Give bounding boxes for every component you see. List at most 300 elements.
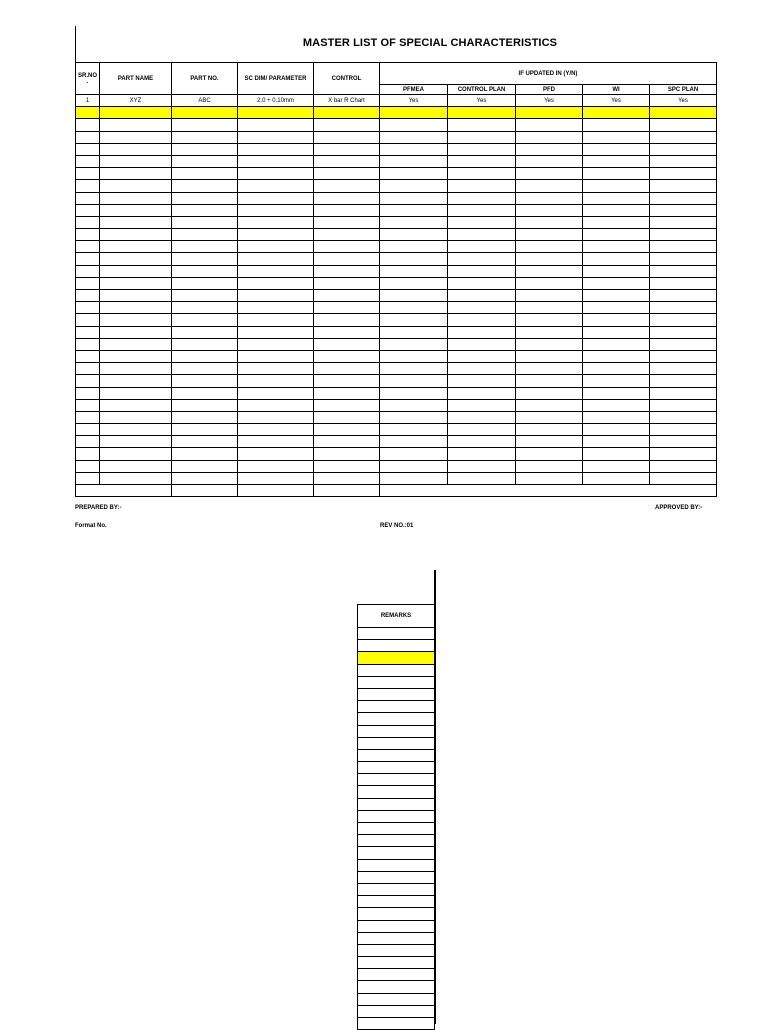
remarks-table <box>357 604 435 1030</box>
empty-cell <box>172 192 238 204</box>
empty-cell <box>516 314 583 326</box>
empty-cell <box>380 155 448 167</box>
remarks-cell <box>358 749 435 761</box>
empty-cell <box>583 363 650 375</box>
empty-cell <box>448 399 516 411</box>
empty-cell <box>516 460 583 472</box>
empty-cell <box>238 448 314 460</box>
empty-cell <box>76 424 100 436</box>
empty-row <box>76 363 717 375</box>
header-row <box>76 63 717 85</box>
empty-cell <box>172 399 238 411</box>
remarks-cell <box>358 896 435 908</box>
empty-cell <box>76 253 100 265</box>
empty-cell <box>650 460 717 472</box>
empty-cell <box>380 338 448 350</box>
remarks-row <box>358 762 435 774</box>
empty-cell <box>76 265 100 277</box>
empty-cell <box>516 107 583 119</box>
empty-cell <box>583 180 650 192</box>
empty-cell <box>314 143 380 155</box>
left-border-line <box>75 26 76 62</box>
empty-cell <box>100 411 172 423</box>
empty-cell <box>100 436 172 448</box>
empty-cell <box>314 192 380 204</box>
empty-cell <box>76 119 100 131</box>
empty-cell <box>76 436 100 448</box>
empty-cell <box>238 229 314 241</box>
empty-cell <box>650 350 717 362</box>
empty-cell <box>650 192 717 204</box>
empty-cell <box>448 363 516 375</box>
remarks-row <box>358 896 435 908</box>
empty-cell <box>314 460 380 472</box>
empty-cell <box>380 302 448 314</box>
remarks-cell <box>358 920 435 932</box>
empty-cell <box>516 277 583 289</box>
empty-cell <box>100 155 172 167</box>
empty-cell <box>76 472 100 484</box>
empty-cell <box>172 460 238 472</box>
empty-cell <box>448 168 516 180</box>
remarks-row <box>358 810 435 822</box>
empty-cell <box>172 314 238 326</box>
empty-cell <box>380 472 448 484</box>
empty-cell <box>650 338 717 350</box>
empty-cell <box>172 265 238 277</box>
empty-cell <box>516 143 583 155</box>
cell-pfd: Yes <box>516 95 583 107</box>
remarks-cell <box>358 908 435 920</box>
empty-cell <box>448 424 516 436</box>
cell-spc-plan: Yes <box>650 95 717 107</box>
empty-cell <box>583 387 650 399</box>
remarks-cell <box>358 652 435 664</box>
empty-cell <box>583 143 650 155</box>
remarks-cell <box>358 883 435 895</box>
empty-cell <box>100 277 172 289</box>
remarks-row <box>358 883 435 895</box>
page-title: MASTER LIST OF SPECIAL CHARACTERISTICS <box>302 37 558 49</box>
empty-cell <box>100 290 172 302</box>
cell-part-no: ABC <box>172 95 238 107</box>
empty-row <box>76 302 717 314</box>
empty-cell <box>650 326 717 338</box>
empty-cell <box>448 204 516 216</box>
empty-cell <box>172 436 238 448</box>
empty-cell <box>380 326 448 338</box>
remarks-header-row <box>358 605 435 628</box>
cell-control: X bar R Chart <box>314 95 380 107</box>
col-header-part-no: PART NO. <box>172 63 238 95</box>
empty-cell <box>238 338 314 350</box>
empty-cell <box>172 302 238 314</box>
empty-cell <box>76 350 100 362</box>
empty-cell <box>516 399 583 411</box>
remarks-cell <box>358 932 435 944</box>
empty-cell <box>172 241 238 253</box>
empty-cell <box>650 411 717 423</box>
remarks-cell <box>358 798 435 810</box>
empty-cell <box>583 411 650 423</box>
empty-cell <box>650 131 717 143</box>
characteristics-table <box>75 62 717 497</box>
col-header-spc-plan: SPC PLAN <box>650 85 717 95</box>
empty-cell <box>314 338 380 350</box>
empty-cell <box>76 290 100 302</box>
empty-cell <box>100 253 172 265</box>
empty-cell <box>448 387 516 399</box>
empty-cell <box>314 131 380 143</box>
remarks-row <box>358 749 435 761</box>
remarks-row <box>358 798 435 810</box>
empty-cell <box>76 363 100 375</box>
empty-cell <box>172 485 238 497</box>
remarks-cell <box>358 823 435 835</box>
table-row <box>76 95 717 107</box>
empty-row <box>76 119 717 131</box>
remarks-row <box>358 1005 435 1017</box>
empty-cell <box>76 326 100 338</box>
empty-cell <box>380 411 448 423</box>
empty-cell <box>448 253 516 265</box>
empty-cell <box>238 143 314 155</box>
remarks-cell <box>358 676 435 688</box>
empty-cell <box>516 168 583 180</box>
empty-row <box>76 180 717 192</box>
empty-row <box>76 436 717 448</box>
col-header-control: CONTROL <box>314 63 380 95</box>
empty-cell <box>314 204 380 216</box>
remarks-row <box>358 688 435 700</box>
empty-cell <box>76 411 100 423</box>
remarks-row <box>358 871 435 883</box>
empty-cell <box>76 302 100 314</box>
empty-cell <box>650 399 717 411</box>
empty-cell <box>238 107 314 119</box>
empty-cell <box>380 192 448 204</box>
empty-row <box>76 314 717 326</box>
empty-cell <box>380 253 448 265</box>
remarks-row <box>358 932 435 944</box>
empty-cell <box>314 399 380 411</box>
empty-row <box>76 253 717 265</box>
cell-control-plan: Yes <box>448 95 516 107</box>
empty-cell <box>76 155 100 167</box>
empty-cell <box>583 326 650 338</box>
empty-cell <box>516 302 583 314</box>
empty-row <box>76 375 717 387</box>
remarks-cell <box>358 640 435 652</box>
empty-cell <box>314 350 380 362</box>
empty-cell <box>238 350 314 362</box>
empty-cell <box>380 143 448 155</box>
empty-cell <box>100 229 172 241</box>
format-no-label: Format No. <box>75 523 107 529</box>
empty-cell <box>238 192 314 204</box>
empty-row <box>76 411 717 423</box>
empty-cell <box>238 326 314 338</box>
remarks-row <box>358 944 435 956</box>
empty-cell <box>583 314 650 326</box>
footer-grid-row <box>76 485 717 497</box>
empty-cell <box>238 216 314 228</box>
empty-cell <box>448 241 516 253</box>
remarks-cell <box>358 1005 435 1017</box>
remarks-row <box>358 823 435 835</box>
empty-cell <box>238 302 314 314</box>
empty-cell <box>314 229 380 241</box>
empty-cell <box>238 168 314 180</box>
empty-row <box>76 131 717 143</box>
empty-cell <box>314 265 380 277</box>
empty-cell <box>516 338 583 350</box>
empty-cell <box>314 253 380 265</box>
empty-cell <box>314 155 380 167</box>
empty-cell <box>380 460 448 472</box>
remarks-highlighted-row <box>358 652 435 664</box>
empty-cell <box>238 363 314 375</box>
empty-cell <box>172 143 238 155</box>
empty-cell <box>172 204 238 216</box>
empty-row <box>76 399 717 411</box>
empty-cell <box>380 107 448 119</box>
empty-row <box>76 155 717 167</box>
empty-cell <box>448 314 516 326</box>
empty-cell <box>583 277 650 289</box>
col-header-control-plan: CONTROL PLAN <box>448 85 516 95</box>
empty-cell <box>516 253 583 265</box>
empty-row <box>76 204 717 216</box>
empty-cell <box>380 448 448 460</box>
empty-cell <box>380 290 448 302</box>
remarks-cell <box>358 762 435 774</box>
remarks-row <box>358 859 435 871</box>
empty-cell <box>583 460 650 472</box>
empty-cell <box>448 472 516 484</box>
empty-cell <box>76 131 100 143</box>
empty-cell <box>516 204 583 216</box>
empty-cell <box>380 265 448 277</box>
rev-no-label: REV NO.:01 <box>380 523 414 529</box>
empty-cell <box>448 192 516 204</box>
empty-cell <box>380 131 448 143</box>
empty-cell <box>583 448 650 460</box>
empty-row <box>76 387 717 399</box>
empty-cell <box>516 229 583 241</box>
empty-cell <box>238 399 314 411</box>
empty-row <box>76 424 717 436</box>
empty-cell <box>448 436 516 448</box>
empty-cell <box>76 107 100 119</box>
empty-cell <box>516 326 583 338</box>
remarks-row <box>358 969 435 981</box>
empty-cell <box>516 363 583 375</box>
empty-cell <box>100 314 172 326</box>
empty-cell <box>76 460 100 472</box>
empty-cell <box>583 302 650 314</box>
empty-cell <box>314 472 380 484</box>
remarks-row <box>358 957 435 969</box>
empty-cell <box>100 363 172 375</box>
empty-cell <box>448 216 516 228</box>
empty-cell <box>650 375 717 387</box>
empty-cell <box>650 143 717 155</box>
empty-cell <box>76 143 100 155</box>
empty-cell <box>172 131 238 143</box>
empty-cell <box>516 192 583 204</box>
empty-row <box>76 168 717 180</box>
empty-cell <box>380 375 448 387</box>
empty-cell <box>380 387 448 399</box>
empty-cell <box>380 424 448 436</box>
empty-cell <box>172 168 238 180</box>
empty-cell <box>76 448 100 460</box>
empty-cell <box>650 277 717 289</box>
cell-sc-dim: 2.0 + 0.10mm <box>238 95 314 107</box>
empty-cell <box>238 155 314 167</box>
empty-cell <box>172 472 238 484</box>
empty-cell <box>238 460 314 472</box>
empty-cell <box>448 448 516 460</box>
empty-cell <box>172 363 238 375</box>
empty-cell <box>650 448 717 460</box>
empty-cell <box>516 241 583 253</box>
remarks-cell <box>358 859 435 871</box>
empty-cell <box>448 326 516 338</box>
empty-cell <box>448 460 516 472</box>
empty-cell <box>172 180 238 192</box>
empty-cell <box>100 265 172 277</box>
empty-cell <box>76 216 100 228</box>
empty-cell <box>516 216 583 228</box>
empty-cell <box>380 168 448 180</box>
empty-cell <box>583 204 650 216</box>
empty-row <box>76 326 717 338</box>
prepared-by-label: PREPARED BY:- <box>75 505 122 511</box>
empty-cell <box>380 119 448 131</box>
empty-cell <box>448 290 516 302</box>
empty-row <box>76 229 717 241</box>
empty-cell <box>516 448 583 460</box>
remarks-row <box>358 847 435 859</box>
remarks-row <box>358 664 435 676</box>
empty-cell <box>516 424 583 436</box>
empty-cell <box>380 277 448 289</box>
empty-cell <box>583 192 650 204</box>
empty-cell <box>100 448 172 460</box>
empty-cell <box>172 424 238 436</box>
empty-cell <box>650 253 717 265</box>
empty-cell <box>650 107 717 119</box>
empty-cell <box>650 302 717 314</box>
empty-cell <box>76 229 100 241</box>
empty-row <box>76 143 717 155</box>
empty-cell <box>380 350 448 362</box>
empty-cell <box>172 290 238 302</box>
empty-cell <box>583 119 650 131</box>
empty-cell <box>172 448 238 460</box>
empty-cell <box>238 387 314 399</box>
empty-cell <box>448 143 516 155</box>
empty-cell <box>238 253 314 265</box>
empty-cell <box>380 229 448 241</box>
empty-row <box>76 290 717 302</box>
empty-cell <box>100 204 172 216</box>
remarks-cell <box>358 871 435 883</box>
empty-cell <box>314 314 380 326</box>
empty-cell <box>516 375 583 387</box>
empty-cell <box>172 155 238 167</box>
approved-by-label: APPROVED BY:- <box>655 505 703 511</box>
cell-sr-no: 1 <box>76 95 100 107</box>
empty-cell <box>448 277 516 289</box>
empty-cell <box>516 436 583 448</box>
empty-cell <box>516 155 583 167</box>
empty-cell <box>516 290 583 302</box>
empty-cell <box>172 326 238 338</box>
empty-cell <box>583 265 650 277</box>
empty-cell <box>583 216 650 228</box>
empty-cell <box>172 338 238 350</box>
empty-cell <box>172 107 238 119</box>
remarks-row <box>358 908 435 920</box>
empty-cell <box>650 241 717 253</box>
empty-cell <box>380 314 448 326</box>
empty-row <box>76 241 717 253</box>
empty-cell <box>76 314 100 326</box>
empty-cell <box>583 229 650 241</box>
empty-cell <box>172 119 238 131</box>
empty-cell <box>314 387 380 399</box>
empty-cell <box>100 460 172 472</box>
empty-cell <box>314 363 380 375</box>
empty-cell <box>100 180 172 192</box>
empty-cell <box>380 204 448 216</box>
empty-cell <box>238 119 314 131</box>
empty-cell <box>448 338 516 350</box>
empty-row <box>76 338 717 350</box>
empty-row <box>76 350 717 362</box>
empty-cell <box>238 314 314 326</box>
cell-part-name: XYZ <box>100 95 172 107</box>
empty-cell <box>238 424 314 436</box>
empty-cell <box>583 338 650 350</box>
empty-cell <box>650 265 717 277</box>
empty-cell <box>650 472 717 484</box>
empty-cell <box>100 424 172 436</box>
empty-row <box>76 448 717 460</box>
empty-cell <box>100 107 172 119</box>
empty-cell <box>238 436 314 448</box>
remarks-cell <box>358 725 435 737</box>
empty-cell <box>516 119 583 131</box>
empty-cell <box>314 375 380 387</box>
empty-cell <box>583 253 650 265</box>
empty-cell <box>516 387 583 399</box>
empty-cell <box>172 387 238 399</box>
empty-cell <box>583 241 650 253</box>
empty-cell <box>76 180 100 192</box>
empty-row <box>76 472 717 484</box>
empty-cell <box>650 168 717 180</box>
remarks-header: REMARKS <box>358 605 435 628</box>
empty-cell <box>314 448 380 460</box>
empty-cell <box>100 350 172 362</box>
empty-cell <box>238 472 314 484</box>
empty-cell <box>100 338 172 350</box>
empty-cell <box>172 411 238 423</box>
